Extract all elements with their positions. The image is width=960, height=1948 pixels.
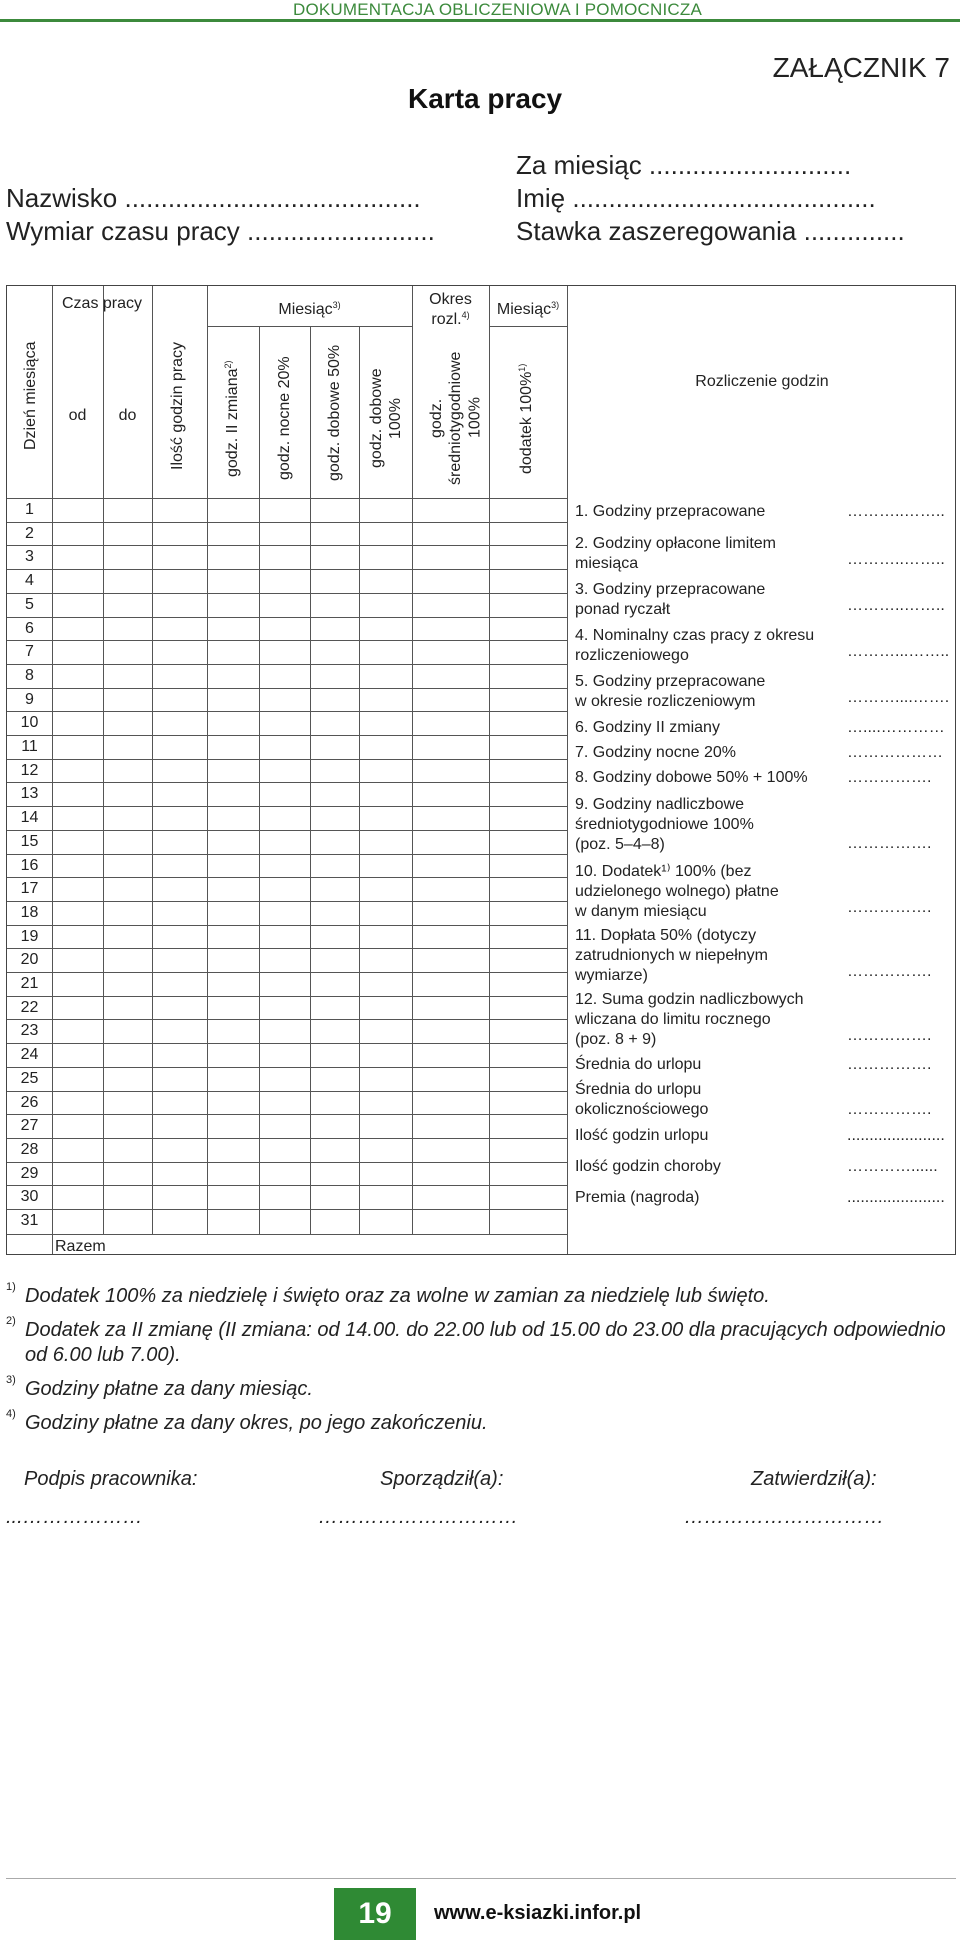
settlement-item-value[interactable]: ……………. xyxy=(847,1101,932,1118)
settlement-item-value[interactable]: ……………. xyxy=(847,769,932,786)
day-number: 6 xyxy=(25,619,34,637)
settlement-item-value[interactable]: ……………… xyxy=(847,744,943,761)
footnotes xyxy=(6,1281,956,1445)
website-link[interactable]: www.e-ksiazki.infor.pl xyxy=(434,1902,642,1924)
settlement-item-label: Premia (nagroda) xyxy=(575,1189,700,1206)
grid-line xyxy=(412,286,413,1234)
header-work-time: Czas pracy xyxy=(61,295,143,312)
settlement-item-label: 9. Godziny nadliczbowe średniotygodniowe 100% (poz. 5–4–8) xyxy=(575,796,754,853)
grid-line xyxy=(489,326,567,327)
day-number: 27 xyxy=(20,1117,39,1135)
settlement-item-value[interactable]: ………..…….. xyxy=(847,551,945,568)
day-number: 19 xyxy=(20,927,39,945)
header-from: od xyxy=(68,407,87,424)
settlement-item-value[interactable]: …………...... xyxy=(847,1158,938,1175)
grid-line xyxy=(489,286,490,1234)
header-daily-50: godz. dobowe 50% xyxy=(326,344,343,481)
settlement-item-value[interactable]: ...................... xyxy=(847,1127,945,1144)
header-second-shift: godz. II zmiana$^{2)}$ xyxy=(223,360,241,477)
footnote-text: Dodatek za II zmianę (II zmiana: od 14.00. do 22.00 lub od 15.00 do 23.00 dla pracujących odpowiednio od 6.00 lub 7.00). xyxy=(25,1319,946,1366)
day-number: 18 xyxy=(20,903,39,921)
row-line xyxy=(7,711,567,712)
row-line xyxy=(7,640,567,641)
footnote xyxy=(6,1374,956,1402)
row-line xyxy=(7,806,567,807)
header-to: do xyxy=(118,407,137,424)
day-number: 10 xyxy=(20,714,39,732)
row-line xyxy=(7,1067,567,1068)
grid-line xyxy=(7,498,567,499)
header-bonus-100: dodatek 100%$^{1)}$ xyxy=(517,363,535,474)
settlement-item-label: 3. Godziny przepracowane ponad ryczałt xyxy=(575,581,766,618)
grid-line xyxy=(7,1234,567,1235)
row-line xyxy=(7,830,567,831)
grid-line xyxy=(359,326,360,1234)
surname-field[interactable]: Nazwisko ......................................... xyxy=(6,183,421,213)
grid-line xyxy=(207,286,208,1234)
day-number: 7 xyxy=(25,643,34,661)
row-line xyxy=(7,688,567,689)
day-number: 21 xyxy=(20,975,39,992)
day-number: 28 xyxy=(20,1140,39,1158)
row-line xyxy=(7,1209,567,1210)
settlement-item-value[interactable]: ……………. xyxy=(847,899,932,916)
settlement-item-label: 1. Godziny przepracowane xyxy=(575,503,766,520)
day-number: 31 xyxy=(20,1212,39,1229)
work-time-field[interactable]: Wymiar czasu pracy .......................... xyxy=(6,216,435,246)
day-number: 22 xyxy=(20,998,39,1016)
row-line xyxy=(7,996,567,997)
row-line xyxy=(7,1162,567,1163)
timesheet-table xyxy=(6,285,956,1255)
row-line xyxy=(7,1114,567,1115)
row-line xyxy=(7,1091,567,1092)
row-line xyxy=(7,1043,567,1044)
day-number: 5 xyxy=(25,595,34,613)
grid-line xyxy=(259,326,260,1234)
header-hours-count: Ilość godzin pracy xyxy=(169,341,186,471)
section-title: DOKUMENTACJA OBLICZENIOWA I POMOCNICZA xyxy=(292,0,702,19)
day-number: 3 xyxy=(25,548,34,566)
row-line xyxy=(7,972,567,973)
employee-signature-label: Podpis pracownika: xyxy=(24,1468,198,1490)
grid-line xyxy=(152,286,153,1234)
day-number: 9 xyxy=(25,690,34,708)
settlement-item-value[interactable]: ………....……. xyxy=(847,689,950,706)
day-number: 12 xyxy=(20,761,39,779)
row-line xyxy=(7,1138,567,1139)
row-line xyxy=(7,854,567,855)
day-number: 2 xyxy=(25,524,34,542)
settlement-item-value[interactable]: ………..…….. xyxy=(847,503,945,520)
footnote xyxy=(6,1408,956,1436)
month-field[interactable]: Za miesiąc ............................ xyxy=(516,150,852,180)
settlement-item-value[interactable]: ………..…….. xyxy=(847,597,945,614)
footnote xyxy=(6,1315,956,1368)
settlement-item-label: Ilość godzin urlopu xyxy=(575,1127,709,1144)
rate-field[interactable]: Stawka zaszeregowania .............. xyxy=(516,216,905,246)
footnote-text: Godziny płatne za dany okres, po jego zakończeniu. xyxy=(25,1412,488,1434)
approved-by-label: Zatwierdził(a): xyxy=(751,1468,877,1490)
day-number: 15 xyxy=(20,832,39,850)
header-settlement: Rozliczenie godzin xyxy=(695,373,829,390)
footnote xyxy=(6,1281,956,1309)
header-daily-100: godz. dobowe 100% xyxy=(368,368,405,469)
row-line xyxy=(7,782,567,783)
day-number: 24 xyxy=(20,1046,39,1064)
row-line xyxy=(7,664,567,665)
document-title: Karta pracy xyxy=(408,83,563,114)
day-number: 29 xyxy=(20,1164,39,1182)
row-line xyxy=(7,877,567,878)
day-number: 25 xyxy=(20,1069,39,1087)
settlement-item-value[interactable]: ………...…….. xyxy=(847,643,950,660)
footnote-mark: 2) xyxy=(6,1315,16,1327)
row-line xyxy=(7,617,567,618)
page-number: 19 xyxy=(334,1888,416,1940)
footnote-text: Dodatek 100% za niedzielę i święto oraz za wolne w zamian za niedzielę lub święto. xyxy=(25,1285,770,1307)
settlement-item-value[interactable]: ……………. xyxy=(847,835,932,852)
footnote-mark: 1) xyxy=(6,1281,16,1293)
row-line xyxy=(7,545,567,546)
row-line xyxy=(7,569,567,570)
prepared-by-label: Sporządził(a): xyxy=(380,1468,504,1490)
header-period-group: Okres rozl.$^{4)}$ xyxy=(429,291,472,328)
day-number: 8 xyxy=(25,666,34,684)
page-header xyxy=(0,0,960,20)
footnote-text: Godziny płatne za dany miesiąc. xyxy=(25,1378,313,1400)
day-number: 14 xyxy=(20,809,39,827)
day-number: 23 xyxy=(20,1022,39,1040)
row-line xyxy=(7,1185,567,1186)
settlement-item-value[interactable]: …....………… xyxy=(847,719,945,736)
header-month-group-2: Miesiąc$^{3)}$ xyxy=(496,300,560,318)
day-number: 13 xyxy=(20,785,39,803)
row-line xyxy=(7,925,567,926)
settlement-item-value[interactable]: ……………. xyxy=(847,1027,932,1044)
name-field[interactable]: Imię .......................................... xyxy=(516,183,876,213)
footer-rule xyxy=(6,1878,956,1879)
approved-by-line[interactable]: ………………………… xyxy=(684,1506,884,1528)
employee-signature-line[interactable]: ...……………… xyxy=(6,1506,143,1528)
settlement-item-value[interactable]: ……………. xyxy=(847,963,932,980)
day-number: 17 xyxy=(20,880,39,898)
settlement-item-value[interactable]: ……………. xyxy=(847,1056,932,1073)
settlement-item-label: 11. Dopłata 50% (dotyczy zatrudnionych w niepełnym wymiarze) xyxy=(575,927,768,984)
day-number: 16 xyxy=(20,856,39,874)
header-rule xyxy=(0,19,960,22)
row-line xyxy=(7,901,567,902)
settlement-item-label: Ilość godzin choroby xyxy=(575,1158,721,1175)
settlement-item-label: 8. Godziny dobowe 50% + 100% xyxy=(575,769,808,786)
footnote-mark: 3) xyxy=(6,1374,16,1386)
row-line xyxy=(7,1019,567,1020)
row-line xyxy=(7,522,567,523)
row-line xyxy=(7,593,567,594)
prepared-by-line[interactable]: ………………………… xyxy=(318,1506,518,1528)
settlement-item-value[interactable]: ...................... xyxy=(847,1189,945,1206)
day-number: 11 xyxy=(21,738,38,755)
settlement-item-label: 5. Godziny przepracowane w okresie rozliczeniowym xyxy=(575,673,766,710)
day-number: 20 xyxy=(20,951,39,969)
row-line xyxy=(7,735,567,736)
header-month-group: Miesiąc$^{3)}$ xyxy=(278,300,341,318)
header-night-hours: godz. nocne 20% xyxy=(276,356,293,481)
header-day-of-month: Dzień miesiąca xyxy=(22,341,39,451)
grid-line xyxy=(207,326,412,327)
row-line xyxy=(7,759,567,760)
footnote-mark: 4) xyxy=(6,1408,16,1420)
day-number: 26 xyxy=(20,1093,39,1111)
grid-line xyxy=(52,286,53,1254)
grid-line xyxy=(567,286,568,1254)
annex-label: ZAŁĄCZNIK 7 xyxy=(772,52,950,83)
header-weekly-average: godz. średniotygodniowe 100% xyxy=(428,351,484,485)
settlement-item-label: 4. Nominalny czas pracy z okresu rozliczeniowego xyxy=(575,627,815,664)
grid-line xyxy=(103,286,104,1234)
day-number: 1 xyxy=(25,501,34,518)
settlement-item-label: 2. Godziny opłacone limitem miesiąca xyxy=(575,535,776,572)
settlement-item-label: 6. Godziny II zmiany xyxy=(575,719,720,736)
settlement-item-label: 10. Dodatek¹⁾ 100% (bez udzielonego wolnego) płatne w danym miesiącu xyxy=(575,863,779,920)
settlement-item-label: 7. Godziny nocne 20% xyxy=(575,744,736,761)
total-label: Razem xyxy=(55,1238,106,1255)
settlement-list xyxy=(575,500,957,1230)
row-line xyxy=(7,948,567,949)
settlement-item-label: Średnia do urlopu xyxy=(575,1056,702,1073)
day-number: 4 xyxy=(25,572,34,590)
grid-line xyxy=(310,326,311,1234)
settlement-item-label: Średnia do urlopu okolicznościowego xyxy=(575,1081,709,1118)
settlement-item-label: 12. Suma godzin nadliczbowych wliczana do limitu rocznego (poz. 8 + 9) xyxy=(575,991,804,1048)
day-number: 30 xyxy=(20,1188,39,1206)
